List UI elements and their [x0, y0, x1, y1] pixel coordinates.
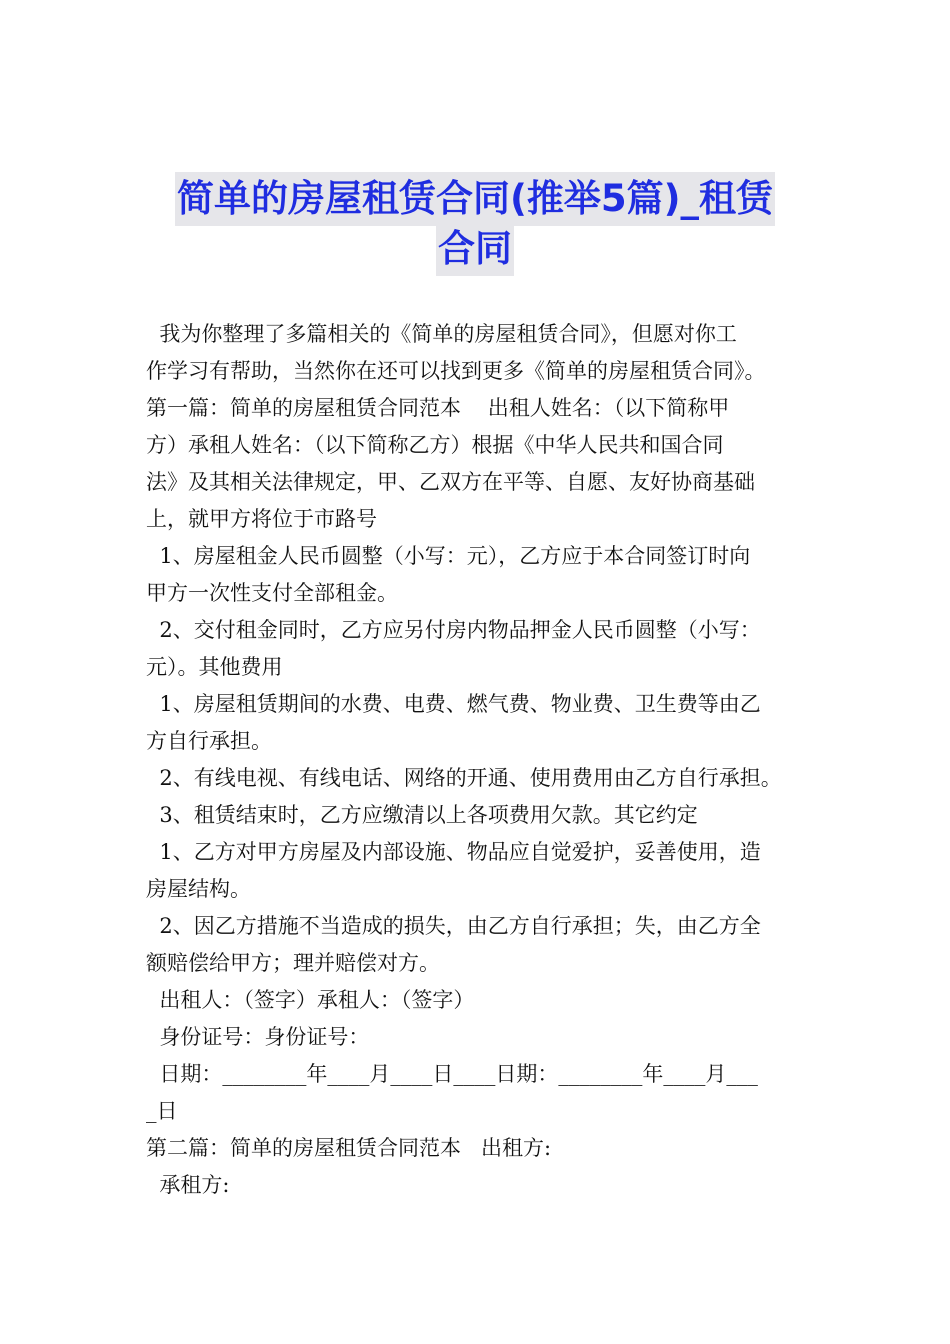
body-line: 方自行承担。 — [146, 729, 272, 753]
title-line-1: 简单的房屋租赁合同(推举5篇)_租赁 — [175, 172, 775, 226]
body-line: 1、乙方对甲方房屋及内部设施、物品应自觉爱护，妥善使用，造 — [146, 840, 761, 864]
body-line: 身份证号：身份证号： — [146, 1025, 370, 1049]
body-line: 3、租赁结束时，乙方应缴清以上各项费用欠款。其它约定 — [146, 803, 698, 827]
body-line: 出租人：（签字）承租人：（签字） — [146, 988, 475, 1012]
body-line: 上，就甲方将位于市路号 — [146, 507, 377, 531]
body-line: 第一篇：简单的房屋租赁合同范本 出租人姓名：（以下简称甲 — [146, 396, 730, 420]
body-line: 2、交付租金同时，乙方应另付房内物品押金人民币圆整（小写： — [146, 618, 761, 642]
body-line: 第二篇：简单的房屋租赁合同范本 出租方: — [146, 1136, 552, 1160]
body-line: 方）承租人姓名：（以下简称乙方）根据《中华人民共和国合同 — [146, 433, 724, 457]
body-line: 元）。其他费用 — [146, 655, 283, 679]
body-line: 甲方一次性支付全部租金。 — [146, 581, 398, 605]
body-line: 2、有线电视、有线电话、网络的开通、使用费用由乙方自行承担。 — [146, 766, 782, 790]
document-title — [0, 172, 950, 272]
body-line: 我为你整理了多篇相关的《简单的房屋租赁合同》，但愿对你工 — [146, 322, 737, 346]
body-line: 1、房屋租金人民币圆整（小写：元），乙方应于本合同签订时向 — [146, 544, 751, 568]
body-line: 承租方: — [146, 1173, 230, 1197]
body-line: 1、房屋租赁期间的水费、电费、燃气费、物业费、卫生费等由乙 — [146, 692, 761, 716]
title-line-2: 合同 — [436, 222, 514, 276]
document-body — [146, 316, 812, 1204]
body-line: 房屋结构。 — [146, 877, 251, 901]
body-line: 法》及其相关法律规定，甲、乙双方在平等、自愿、友好协商基础 — [146, 470, 755, 494]
body-line: _日 — [146, 1099, 178, 1123]
body-line: 2、因乙方措施不当造成的损失，由乙方自行承担；失，由乙方全 — [146, 914, 761, 938]
body-line: 额赔偿给甲方；理并赔偿对方。 — [146, 951, 440, 975]
body-line: 日期：________年____月____日____日期：________年____月___ — [146, 1062, 758, 1086]
body-line: 作学习有帮助，当然你在还可以找到更多《简单的房屋租赁合同》。 — [146, 359, 766, 383]
